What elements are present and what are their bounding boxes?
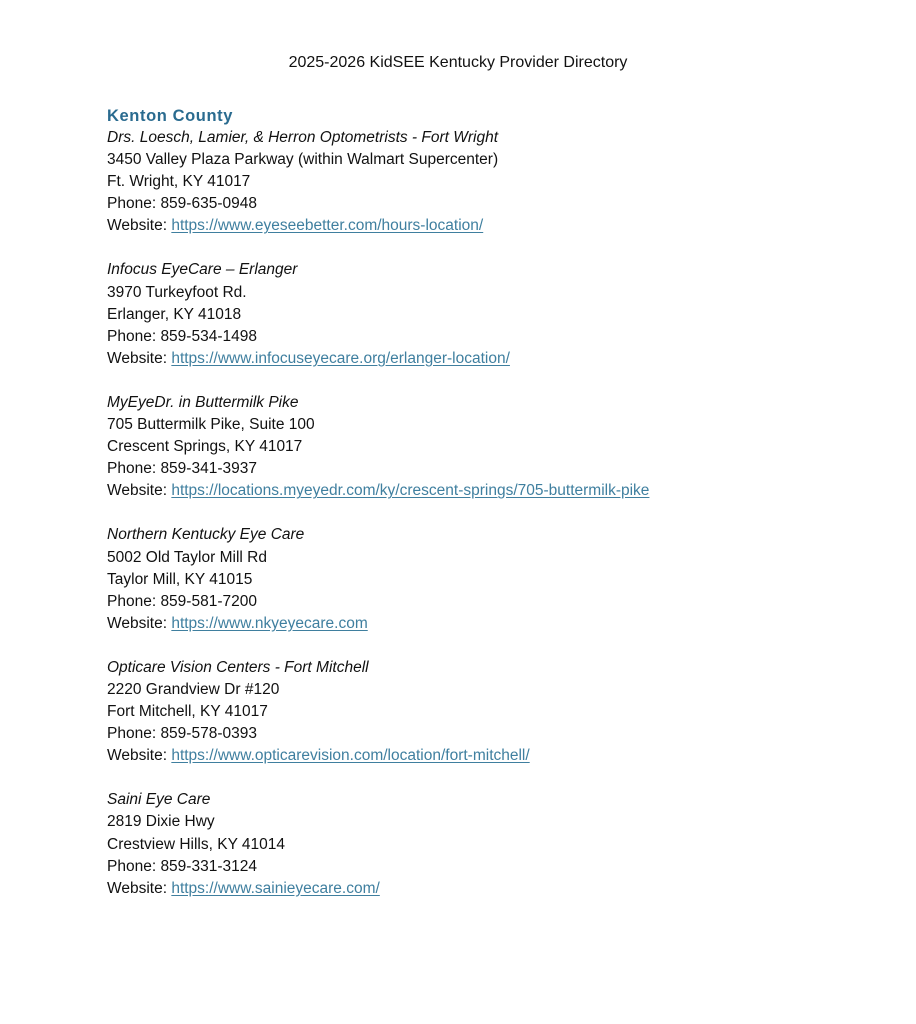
provider-city-state-zip: Erlanger, KY 41018 [107,305,242,323]
provider-city-state-zip: Taylor Mill, KY 41015 [107,570,253,588]
website-label: Website: [107,217,172,235]
provider-website-line [107,480,887,502]
provider-phone-line [107,458,887,480]
provider-entry [107,392,887,502]
provider-phone: 859-534-1498 [160,327,257,345]
provider-website-link[interactable]: https://www.sainieyecare.com/ [171,879,380,897]
provider-name: MyEyeDr. in Buttermilk Pike [107,393,299,411]
phone-label: Phone: [107,592,161,610]
provider-name: Opticare Vision Centers - Fort Mitchell [107,658,369,676]
provider-name: Infocus EyeCare – Erlanger [107,261,298,279]
phone-label: Phone: [107,327,161,345]
provider-address: 5002 Old Taylor Mill Rd [107,548,267,566]
provider-city-state-zip: Ft. Wright, KY 41017 [107,173,251,191]
provider-address: 3450 Valley Plaza Parkway (within Walmart Supercenter) [107,151,499,169]
provider-phone-line [107,856,887,878]
provider-phone: 859-581-7200 [160,592,257,610]
provider-entry [107,789,887,899]
provider-phone: 859-331-3124 [160,857,257,875]
provider-phone: 859-635-0948 [160,195,257,213]
phone-label: Phone: [107,460,161,478]
provider-website-link[interactable]: https://locations.myeyedr.com/ky/crescent-springs/705-buttermilk-pike [171,482,650,500]
provider-address: 2819 Dixie Hwy [107,813,215,831]
provider-phone-line [107,723,887,745]
provider-address: 3970 Turkeyfoot Rd. [107,283,247,301]
provider-address: 2220 Grandview Dr #120 [107,680,280,698]
provider-website-line [107,215,887,237]
provider-entry [107,657,887,767]
provider-website-line [107,878,887,900]
provider-city-state-zip: Crescent Springs, KY 41017 [107,438,303,456]
provider-website-line [107,745,887,767]
provider-phone-line [107,326,887,348]
provider-entry [107,259,887,369]
website-label: Website: [107,349,172,367]
provider-entry [107,524,887,634]
provider-website-link[interactable]: https://www.eyeseebetter.com/hours-location/ [171,217,484,235]
provider-website-link[interactable]: https://www.nkyeyecare.com [171,614,368,632]
website-label: Website: [107,747,172,765]
phone-label: Phone: [107,195,161,213]
provider-phone: 859-341-3937 [160,460,257,478]
phone-label: Phone: [107,725,161,743]
provider-name: Northern Kentucky Eye Care [107,526,305,544]
provider-phone: 859-578-0393 [160,725,257,743]
phone-label: Phone: [107,857,161,875]
provider-entry [107,127,887,237]
provider-website-line [107,613,887,635]
provider-city-state-zip: Fort Mitchell, KY 41017 [107,703,268,721]
website-label: Website: [107,482,172,500]
county-section [107,105,887,922]
website-label: Website: [107,879,172,897]
county-heading: Kenton County [107,107,234,125]
provider-name: Drs. Loesch, Lamier, & Herron Optometrists - Fort Wright [107,129,499,146]
provider-phone-line [107,193,887,215]
provider-phone-line [107,591,887,613]
provider-address: 705 Buttermilk Pike, Suite 100 [107,416,315,434]
document-title: 2025-2026 KidSEE Kentucky Provider Directory [288,54,628,71]
provider-website-line [107,348,887,370]
provider-name: Saini Eye Care [107,791,211,809]
provider-website-link[interactable]: https://www.opticarevision.com/location/fort-mitchell/ [171,747,530,765]
provider-city-state-zip: Crestview Hills, KY 41014 [107,835,286,853]
provider-website-link[interactable]: https://www.infocuseyecare.org/erlanger-location/ [171,349,510,367]
website-label: Website: [107,614,172,632]
